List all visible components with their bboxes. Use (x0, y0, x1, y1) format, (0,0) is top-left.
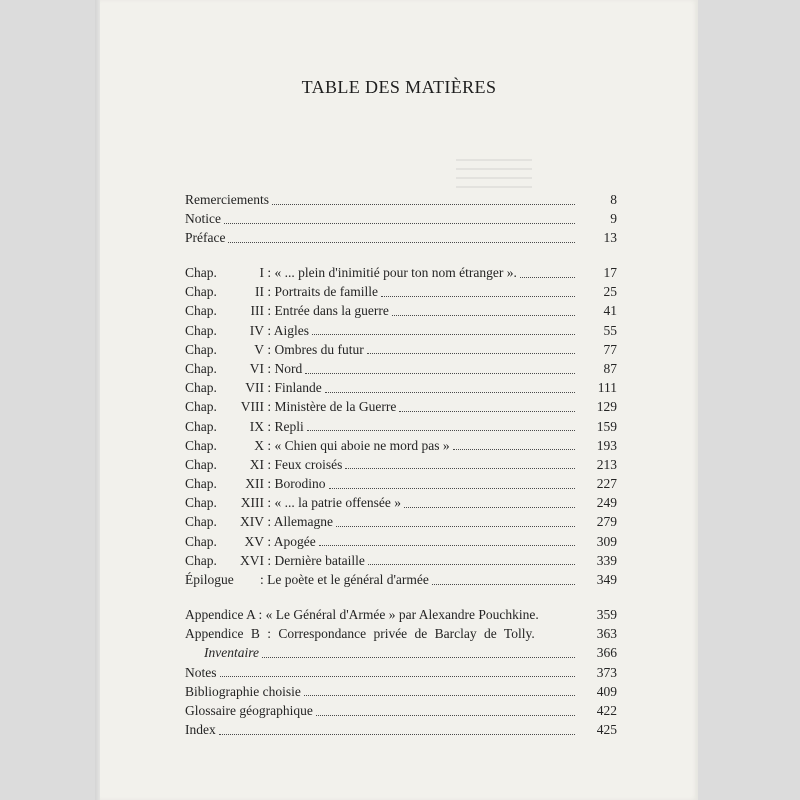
toc-entry-label (185, 282, 378, 301)
toc-entry-notice (185, 209, 617, 228)
dot-leader (367, 352, 575, 354)
toc-entry-back-matter (185, 605, 617, 624)
epilogue-word: Épilogue (185, 572, 234, 587)
toc-entry-label (185, 474, 326, 493)
chapter-title: Ministère de la Guerre (274, 399, 397, 415)
toc-entry-page: 17 (603, 265, 617, 280)
toc-entry-label: Remerciements (185, 192, 269, 207)
toc-entry-label (185, 359, 302, 378)
dot-leader (319, 544, 575, 546)
dot-leader (220, 675, 576, 677)
toc-entry-label (185, 263, 517, 282)
chapter-number: IV (249, 322, 264, 338)
toc-entry-label (185, 417, 304, 436)
toc-entry-page: 129 (596, 399, 617, 415)
toc-entry-page: 77 (603, 341, 617, 357)
toc-entry-page: 249 (596, 495, 617, 511)
dot-leader (329, 487, 575, 489)
toc-entry-page: 25 (603, 284, 617, 300)
toc-entry-page: 366 (596, 645, 617, 661)
toc-entry-label: Notice (185, 211, 221, 227)
toc-entry-page: 8 (610, 192, 617, 207)
chapter-word: Chap. (185, 552, 217, 568)
chapter-separator: : (264, 418, 275, 434)
toc-entry-label (185, 397, 396, 416)
toc-entry-chapter (185, 455, 617, 474)
dot-leader (272, 203, 575, 205)
chapter-title: Borodino (274, 476, 326, 492)
toc-entry-chapter (185, 474, 617, 493)
toc-entry-chapter (185, 493, 617, 512)
toc-entry-page: 363 (596, 626, 617, 642)
toc-entry-chapter (185, 340, 617, 359)
toc-entry-preface (185, 228, 617, 247)
toc-entry-page: 422 (596, 702, 617, 718)
toc-entry-chapter (185, 378, 617, 397)
toc-entry-page: 309 (596, 533, 617, 549)
toc-entry-page: 9 (610, 211, 617, 227)
chapter-word: Chap. (185, 322, 217, 338)
chapter-number: XIII (240, 495, 264, 511)
toc-entry-label: Inventaire (204, 645, 259, 661)
toc-entry-back-matter (185, 701, 617, 720)
chapter-separator: : (264, 533, 274, 549)
toc-entry-page: 13 (603, 230, 617, 246)
toc-entry-page: 55 (603, 322, 617, 338)
chapter-word: Chap. (185, 418, 217, 434)
chapter-separator: : (264, 456, 275, 472)
toc-entry-chapter (185, 282, 617, 301)
toc-entry-page: 359 (596, 607, 617, 622)
toc-entry-chapter (185, 436, 617, 455)
toc-entry-label: Préface (185, 230, 226, 246)
dot-leader (381, 295, 575, 297)
chapter-title: Finlande (274, 380, 322, 396)
toc-entry-page: 227 (596, 476, 617, 492)
toc-entry-label (185, 340, 364, 359)
dot-leader (228, 241, 575, 243)
page-title: TABLE DES MATIÈRES (301, 77, 497, 97)
toc-entry-page: 409 (596, 683, 617, 699)
chapter-separator: : (264, 341, 275, 357)
chapter-number: XIV (240, 514, 264, 530)
toc-entry-label (185, 321, 309, 340)
toc-entry-page: 213 (596, 456, 617, 472)
toc-entry-page: 87 (603, 360, 617, 376)
dot-leader (345, 467, 575, 469)
toc-entry-label: Bibliographie choisie (185, 683, 301, 699)
dot-leader (219, 733, 575, 735)
chapter-separator: : (264, 265, 275, 280)
toc-entry-page: 425 (596, 722, 617, 738)
chapter-separator: : (264, 495, 275, 511)
toc-entry-chapter (185, 321, 617, 340)
chapter-separator: : (264, 476, 275, 492)
toc-entry-chapter (185, 532, 617, 551)
toc-entry-label: Appendice A : « Le Général d'Armée » par Alexandre Pouchkine. (185, 607, 539, 622)
dot-leader (392, 314, 575, 316)
chapter-number: X (254, 437, 264, 453)
toc-entry-page: 193 (596, 437, 617, 453)
dot-leader (432, 583, 575, 585)
chapter-separator: : (264, 360, 275, 376)
toc-entry-label: Appendice B : Correspondance privée de Barclay de Tolly. (185, 626, 535, 642)
toc-entry-epilogue (185, 570, 617, 589)
chapter-title: Entrée dans la guerre (274, 303, 389, 319)
chapter-word: Chap. (185, 360, 217, 376)
chapter-number: XI (249, 456, 264, 472)
toc-entry-label: Notes (185, 664, 217, 680)
chapter-title: Allemagne (273, 514, 333, 530)
chapter-word: Chap. (185, 284, 217, 300)
chapter-number: XV (244, 533, 264, 549)
toc-entry-chapter (185, 417, 617, 436)
chapter-number: VI (249, 360, 264, 376)
dot-leader (399, 410, 575, 412)
toc-entry-label (185, 493, 401, 512)
chapter-title: « ... plein d'inimitié pour ton nom étranger ». (274, 265, 517, 280)
toc-entry-page: 373 (596, 664, 617, 680)
epilogue-title: Le poète et le général d'armée (267, 572, 429, 587)
chapter-title: Ombres du futur (274, 341, 364, 357)
chapter-title: Nord (274, 360, 303, 376)
toc-entry-chapter (185, 551, 617, 570)
toc-back-matter (185, 605, 617, 739)
chapter-number: XVI (240, 552, 264, 568)
chapter-title: Aigles (273, 322, 310, 338)
chapter-number: IX (249, 418, 264, 434)
chapter-title: Portraits de famille (274, 284, 378, 300)
toc-entry-page: 41 (603, 303, 617, 319)
toc-entry-chapter (185, 301, 617, 320)
chapter-word: Chap. (185, 303, 217, 319)
toc-entry-label (185, 378, 322, 397)
chapter-number: I (259, 265, 264, 280)
toc-entry-back-matter (185, 624, 617, 643)
chapter-separator: : (264, 552, 275, 568)
chapter-word: Chap. (185, 380, 217, 396)
chapter-word: Chap. (185, 265, 217, 280)
toc-entry-page: 349 (596, 572, 617, 587)
chapter-number: XII (245, 476, 264, 492)
toc-entry-chapter (185, 263, 617, 282)
toc-entry-page: 339 (596, 552, 617, 568)
chapter-word: Chap. (185, 495, 217, 511)
chapter-number: II (255, 284, 264, 300)
dot-leader (336, 525, 575, 527)
toc-entry-chapter (185, 397, 617, 416)
dot-leader (304, 694, 575, 696)
chapter-word: Chap. (185, 533, 217, 549)
chapter-separator: : (264, 514, 274, 530)
dot-leader (404, 506, 575, 508)
chapter-separator: : (264, 380, 275, 396)
dot-leader (305, 372, 575, 374)
dot-leader (312, 333, 575, 335)
toc-entry-label (185, 512, 333, 531)
toc-entry-label: Glossaire géographique (185, 702, 313, 718)
chapter-title: Repli (274, 418, 304, 434)
chapter-word: Chap. (185, 456, 217, 472)
toc-entry-label (185, 570, 429, 589)
toc-entry-remerciements (185, 190, 617, 209)
chapter-number: VII (245, 380, 264, 396)
toc-entry-page: 159 (596, 418, 617, 434)
toc-entry-back-matter (185, 682, 617, 701)
toc-entry-label (185, 532, 316, 551)
toc-entry-page: 279 (596, 514, 617, 530)
toc-entry-back-matter (185, 643, 617, 662)
chapter-title: « Chien qui aboie ne mord pas » (274, 437, 450, 453)
dot-leader (316, 714, 575, 716)
dot-leader (368, 563, 575, 565)
chapter-number: III (250, 303, 264, 319)
toc-entry-label (185, 301, 389, 320)
chapter-number: VIII (240, 399, 264, 415)
dot-leader (307, 429, 575, 431)
chapter-word: Chap. (185, 514, 217, 530)
dot-leader (224, 222, 575, 224)
chapter-word: Chap. (185, 476, 217, 492)
dot-leader (325, 391, 575, 393)
chapter-separator: : (264, 303, 275, 319)
chapter-title: Apogée (273, 533, 316, 549)
show-through-text (456, 159, 532, 189)
dot-leader (520, 276, 575, 278)
toc-entry-label (185, 436, 450, 455)
toc-entry-label: Index (185, 722, 216, 738)
toc-entry-page: 111 (597, 380, 617, 396)
toc-front-matter (185, 190, 617, 248)
chapter-number: V (254, 341, 264, 357)
chapter-word: Chap. (185, 399, 217, 415)
chapter-title: Dernière bataille (274, 552, 365, 568)
toc-entry-chapter (185, 359, 617, 378)
toc-entry-back-matter (185, 663, 617, 682)
toc-chapters (185, 263, 617, 589)
chapter-separator: : (264, 437, 275, 453)
chapter-separator: : (264, 322, 274, 338)
chapter-word: Chap. (185, 341, 217, 357)
chapter-separator: : (260, 572, 268, 587)
chapter-title: Feux croisés (274, 456, 343, 472)
toc-entry-back-matter (185, 720, 617, 739)
chapter-word: Chap. (185, 437, 217, 453)
chapter-separator: : (264, 399, 275, 415)
chapter-title: « ... la patrie offensée » (274, 495, 401, 511)
toc-entry-chapter (185, 512, 617, 531)
dot-leader (262, 656, 575, 658)
chapter-separator: : (264, 284, 275, 300)
toc-entry-label (185, 455, 342, 474)
toc-entry-label (185, 551, 365, 570)
dot-leader (453, 448, 575, 450)
